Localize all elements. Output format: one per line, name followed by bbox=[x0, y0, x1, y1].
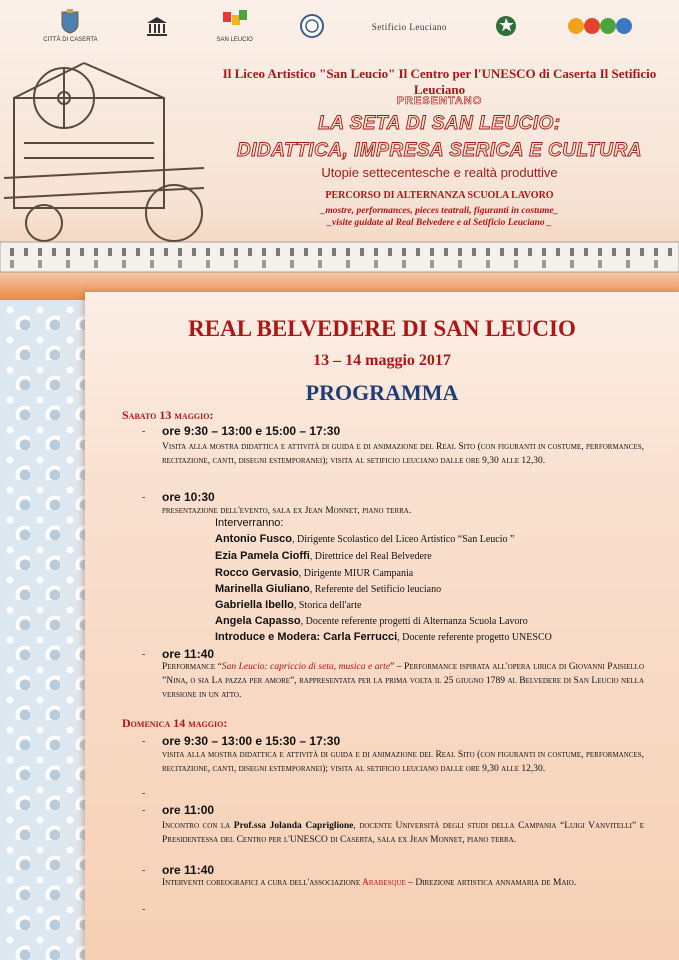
speaker-role: , Dirigente Scolastico del Liceo Artistico “San Leucio ” bbox=[292, 534, 515, 545]
mostre-line: _mostre, performances, pieces teatrali, figuranti in costume_ bbox=[320, 206, 559, 216]
event-dates: 13 – 14 maggio 2017 bbox=[313, 352, 451, 369]
buildings-illustration bbox=[0, 236, 679, 274]
speaker-name: Antonio Fusco bbox=[215, 533, 292, 545]
event-description: visita alla mostra didattica e attività di guida e di animazione del Real Sito (con figuranti in costume, performances, recitazione, canti, disegni estemporanei); visita al setificio leuciano dalle ore 9,30 alle 12,30. bbox=[162, 750, 644, 774]
performance-title: San Leucio: capriccio di seta, musica e arte bbox=[221, 662, 391, 672]
visite-line: _visite guidate al Real Belvedere e al Setificio Leuciano _ bbox=[327, 218, 552, 228]
speaker-item bbox=[215, 583, 441, 595]
circle-emblem-icon bbox=[299, 13, 325, 39]
speaker-item bbox=[215, 550, 432, 562]
republic-emblem-icon bbox=[493, 13, 519, 39]
partners-line: Il Liceo Artistico "San Leucio" Il Centro per l'UNESCO di Caserta Il Setificio Leuciano bbox=[222, 66, 657, 97]
setificio-logo-icon: Setificio Leuciano bbox=[371, 22, 447, 32]
speaker-name: Gabriella Ibello bbox=[215, 599, 294, 611]
event-time: ore 10:30 bbox=[162, 490, 215, 504]
speaker-role: , Docente referente progetto UNESCO bbox=[397, 632, 552, 643]
event-time: ore 11:40 bbox=[162, 863, 215, 877]
speaker-role: , Referente del Setificio leuciano bbox=[309, 584, 442, 595]
event-description: Performance “San Leucio: capriccio di seta, musica e arte” – Performance ispirata all'opera lirica di Giovanni Paisiello ”Nina, o sia La pazza per amore”, rappresentata per la prima volta il 25 giugno 1789 al Belvedere di San Leucio nella versione in un atto. bbox=[162, 662, 645, 700]
miur-logo-icon bbox=[566, 13, 636, 39]
poster-header bbox=[0, 0, 679, 300]
event-description: presentazione dell'evento, sala ex Jean Monnet, piano terra. bbox=[162, 506, 412, 516]
event-description: Visita alla mostra didattica e attività di guida e di animazione del Real Sito (con figuranti in costume, performances, recitazione, canti, disegni estemporanei); visita al setificio leuciano dalle ore 9,30 alle 12,30. bbox=[162, 442, 644, 466]
day1-label: Sabato 13 maggio: bbox=[122, 408, 214, 422]
event-description: Interventi coreografici a cura dell'associazione Arabesque – Direzione artistica annamaria de Maio. bbox=[162, 878, 577, 888]
day2-label: Domenica 14 maggio: bbox=[122, 716, 228, 730]
programme-heading: PROGRAMMA bbox=[305, 380, 459, 405]
event-title-line1: LA SETA DI SAN LEUCIO: bbox=[318, 113, 561, 134]
venue-title: REAL BELVEDERE DI SAN LEUCIO bbox=[188, 316, 576, 341]
speaker-role: , Dirigente MIUR Campania bbox=[298, 568, 414, 579]
bullet: - bbox=[142, 736, 146, 747]
percorso-label: PERCORSO DI ALTERNANZA SCUOLA LAVORO bbox=[325, 190, 554, 201]
speaker-item bbox=[215, 631, 552, 643]
speaker-name: Introduce e Modera: Carla Ferrucci bbox=[215, 631, 398, 643]
bullet: - bbox=[142, 649, 146, 660]
bullet: - bbox=[142, 865, 146, 876]
bullet: - bbox=[142, 904, 146, 915]
event-description: Incontro con la Prof.ssa Jolanda Capriglione, docente Università degli studi della Campania “Luigi Vanvitelli” e Presidentessa del Centro per l'UNESCO di Caserta, sala ex Jean Monnet, piano terra. bbox=[162, 821, 645, 845]
speaker-item bbox=[215, 567, 413, 579]
speaker-item bbox=[215, 533, 514, 545]
bullet: - bbox=[142, 805, 146, 816]
speaker-role: , Storica dell'arte bbox=[293, 600, 362, 611]
speakers-label: Interverranno: bbox=[215, 517, 284, 529]
speaker-role: , Docente referente progetti di Alternanza Scuola Lavoro bbox=[300, 616, 528, 627]
speaker-name: Marinella Giuliano bbox=[215, 583, 310, 595]
speaker-item bbox=[215, 599, 361, 611]
speaker-name: Prof.ssa Jolanda Capriglione bbox=[233, 821, 354, 831]
event-time: ore 11:40 bbox=[162, 647, 215, 661]
speaker-name: Rocco Gervasio bbox=[215, 567, 299, 579]
association-name: Arabesque bbox=[362, 878, 406, 888]
event-title-line2: DIDATTICA, IMPRESA SERICA E CULTURA bbox=[237, 140, 642, 161]
caserta-crest-icon: CITTÀ DI CASERTA bbox=[43, 9, 97, 43]
speaker-name: Angela Capasso bbox=[215, 615, 301, 627]
unesco-icon bbox=[144, 13, 170, 39]
event-subtitle: Utopie settecentesche e realtà produttive bbox=[321, 165, 558, 180]
san-leucio-logo-icon: SAN LEUCIO bbox=[217, 9, 253, 43]
bullet: - bbox=[142, 426, 146, 437]
logo-strip bbox=[0, 0, 679, 52]
speaker-role: , Direttrice del Real Belvedere bbox=[309, 551, 432, 562]
event-time: ore 11:00 bbox=[162, 803, 215, 817]
speaker-item bbox=[215, 615, 528, 627]
bullet: - bbox=[142, 492, 146, 503]
loom-illustration bbox=[4, 58, 204, 248]
bullet: - bbox=[142, 788, 146, 799]
event-time: ore 9:30 – 13:00 e 15:00 – 17:30 bbox=[162, 424, 341, 438]
event-time: ore 9:30 – 13:00 e 15:30 – 17:30 bbox=[162, 734, 341, 748]
speaker-name: Ezia Pamela Cioffi bbox=[215, 550, 310, 562]
presentano-label: PRESENTANO bbox=[396, 95, 483, 107]
